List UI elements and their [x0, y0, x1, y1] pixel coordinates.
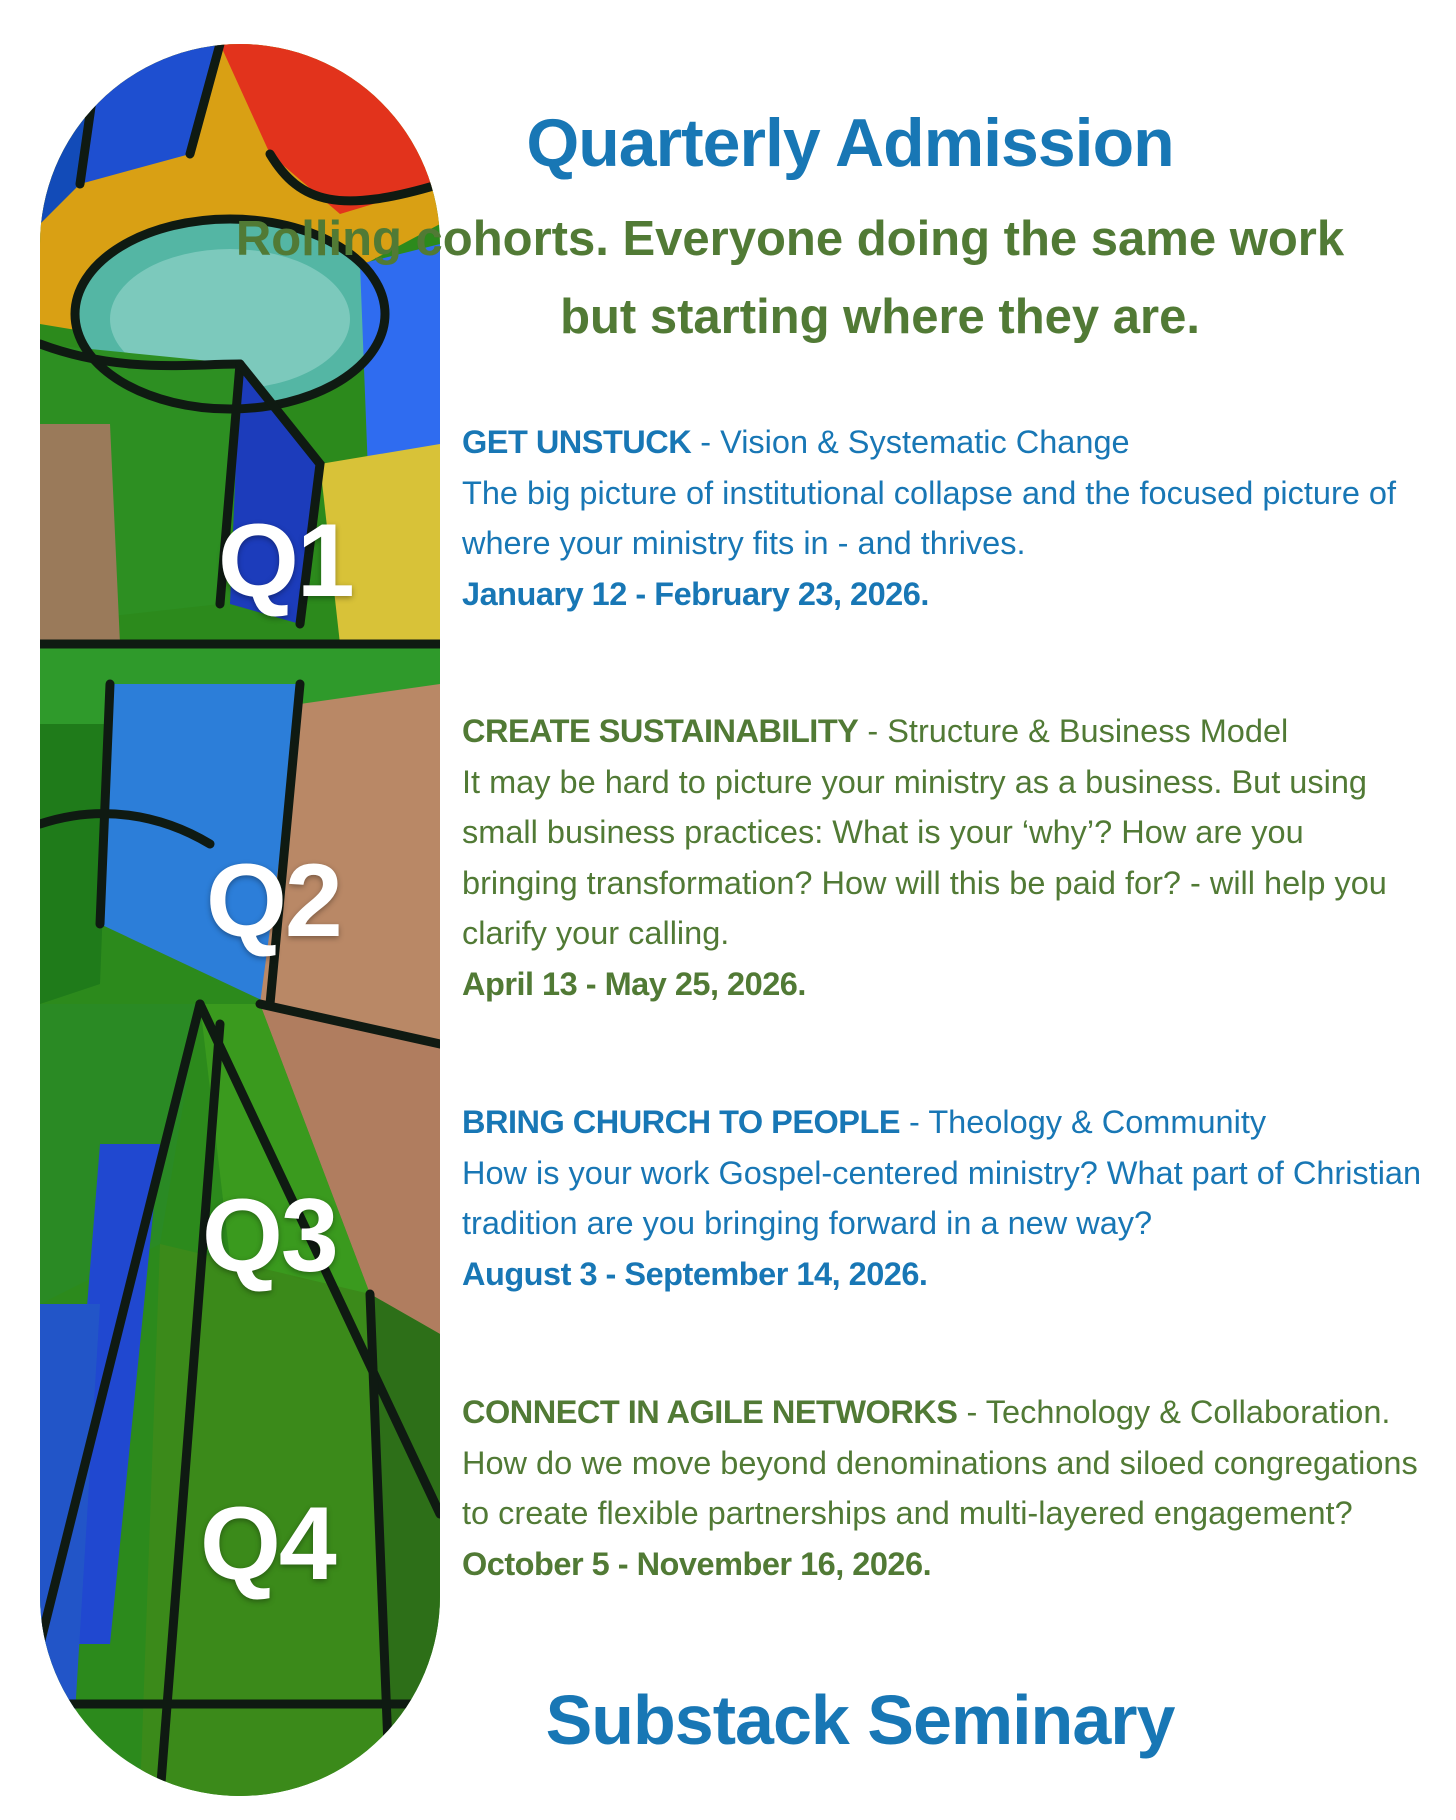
page-subtitle	[190, 200, 1390, 356]
quarter-2-heading: CREATE SUSTAINABILITY	[462, 713, 859, 749]
page-title: Quarterly Admission	[526, 105, 1174, 181]
quarter-1-dates: January 12 - February 23, 2026.	[462, 575, 929, 612]
quarter-3-section	[462, 1097, 1422, 1299]
quarter-3-label: Q3	[202, 1178, 337, 1294]
quarter-3-topic: - Theology & Community	[900, 1104, 1267, 1140]
quarter-1-label: Q1	[218, 503, 353, 619]
quarter-3-description: How is your work Gospel-centered ministry? What part of Christian tradition are you bringing forward in a new way?	[462, 1154, 1422, 1241]
brand-footer: Substack Seminary	[545, 1681, 1175, 1759]
quarter-1-topic: - Vision & Systematic Change	[691, 424, 1130, 460]
quarter-4-description: How do we move beyond denominations and siloed congregations to create flexible partnerships and multi-layered engagement?	[462, 1444, 1418, 1531]
quarter-4-section	[462, 1387, 1422, 1589]
quarter-4-dates: October 5 - November 16, 2026.	[462, 1545, 932, 1582]
quarter-2-section	[462, 706, 1422, 1009]
quarter-4-topic: - Technology & Collaboration.	[957, 1394, 1391, 1430]
quarter-2-dates: April 13 - May 25, 2026.	[462, 965, 806, 1002]
quarter-2-topic: - Structure & Business Model	[858, 713, 1289, 749]
quarter-2-label: Q2	[206, 843, 341, 959]
quarter-4-heading: CONNECT IN AGILE NETWORKS	[462, 1394, 958, 1430]
subtitle-line-2: but starting where they are.	[560, 290, 1200, 344]
quarter-1-heading: GET UNSTUCK	[462, 424, 692, 460]
subtitle-line-1: Rolling cohorts. Everyone doing the same work	[235, 212, 1345, 266]
quarter-2-description: It may be hard to picture your ministry as a business. But using small business practices: What is your ‘why’? How are you bringing transformation? How will this be paid for? - will help you clarify your calling.	[462, 763, 1387, 951]
quarter-3-dates: August 3 - September 14, 2026.	[462, 1255, 928, 1292]
quarter-1-section	[462, 417, 1422, 619]
quarter-1-description: The big picture of institutional collapse and the focused picture of where your ministry fits in - and thrives.	[462, 474, 1397, 561]
quarter-4-label: Q4	[200, 1486, 335, 1602]
quarter-3-heading: BRING CHURCH TO PEOPLE	[462, 1104, 901, 1140]
